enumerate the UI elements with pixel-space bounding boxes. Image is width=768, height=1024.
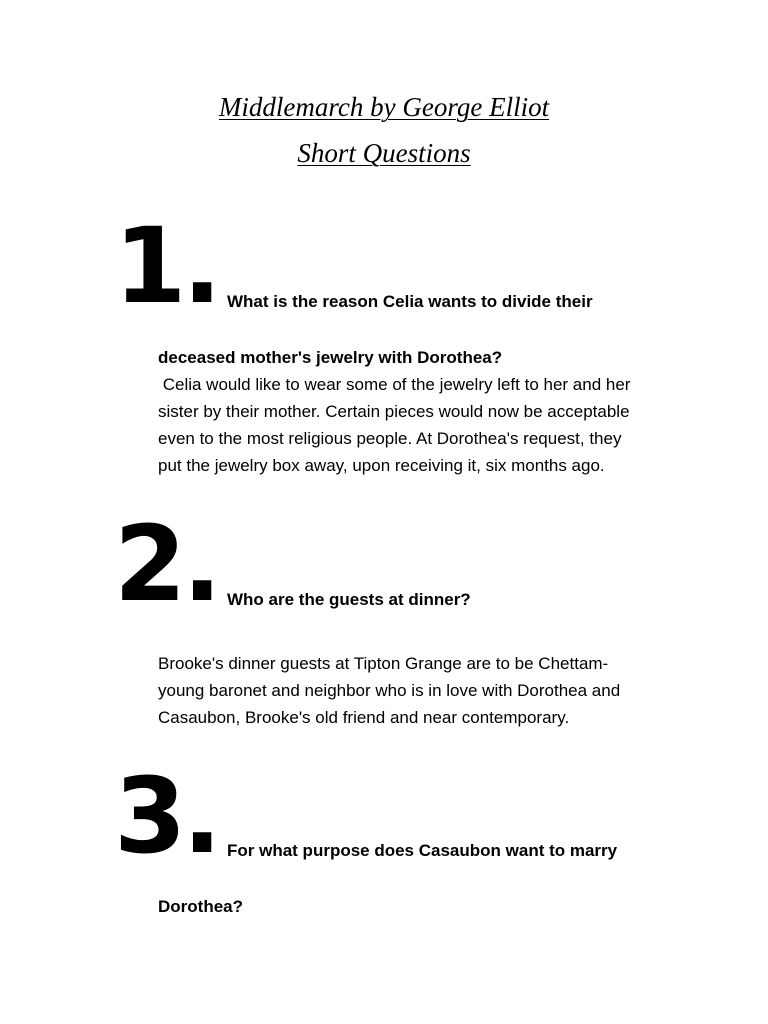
answer-1-line: Celia would like to wear some of the jewelry left to her and her xyxy=(158,375,631,394)
question-3-number: 3. xyxy=(114,755,218,877)
answer-1 xyxy=(158,371,718,479)
question-1-text: What is the reason Celia wants to divide their xyxy=(227,292,593,311)
answer-2-line: Brooke's dinner guests at Tipton Grange are to be Chettam- xyxy=(158,654,609,673)
question-3-text: For what purpose does Casaubon want to marry xyxy=(227,841,618,860)
answer-1-line: put the jewelry box away, upon receiving it, six months ago. xyxy=(158,456,605,475)
answer-2-line: Casaubon, Brooke's old friend and near contemporary. xyxy=(158,708,570,727)
question-1-number: 1. xyxy=(114,205,218,327)
question-3-text-continued: Dorothea? xyxy=(158,897,243,916)
answer-1-line: even to the most religious people. At Dorothea's request, they xyxy=(158,429,622,448)
document-subtitle: Short Questions xyxy=(297,138,471,168)
answer-1-line: sister by their mother. Certain pieces would now be acceptable xyxy=(158,402,630,421)
question-2-text: Who are the guests at dinner? xyxy=(227,590,471,609)
document-title: Middlemarch by George Elliot xyxy=(218,92,550,122)
question-1-text-continued: deceased mother's jewelry with Dorothea? xyxy=(158,348,503,367)
answer-2 xyxy=(158,650,718,731)
answer-2-line: young baronet and neighbor who is in love with Dorothea and xyxy=(158,681,621,700)
question-2-number: 2. xyxy=(114,503,218,625)
